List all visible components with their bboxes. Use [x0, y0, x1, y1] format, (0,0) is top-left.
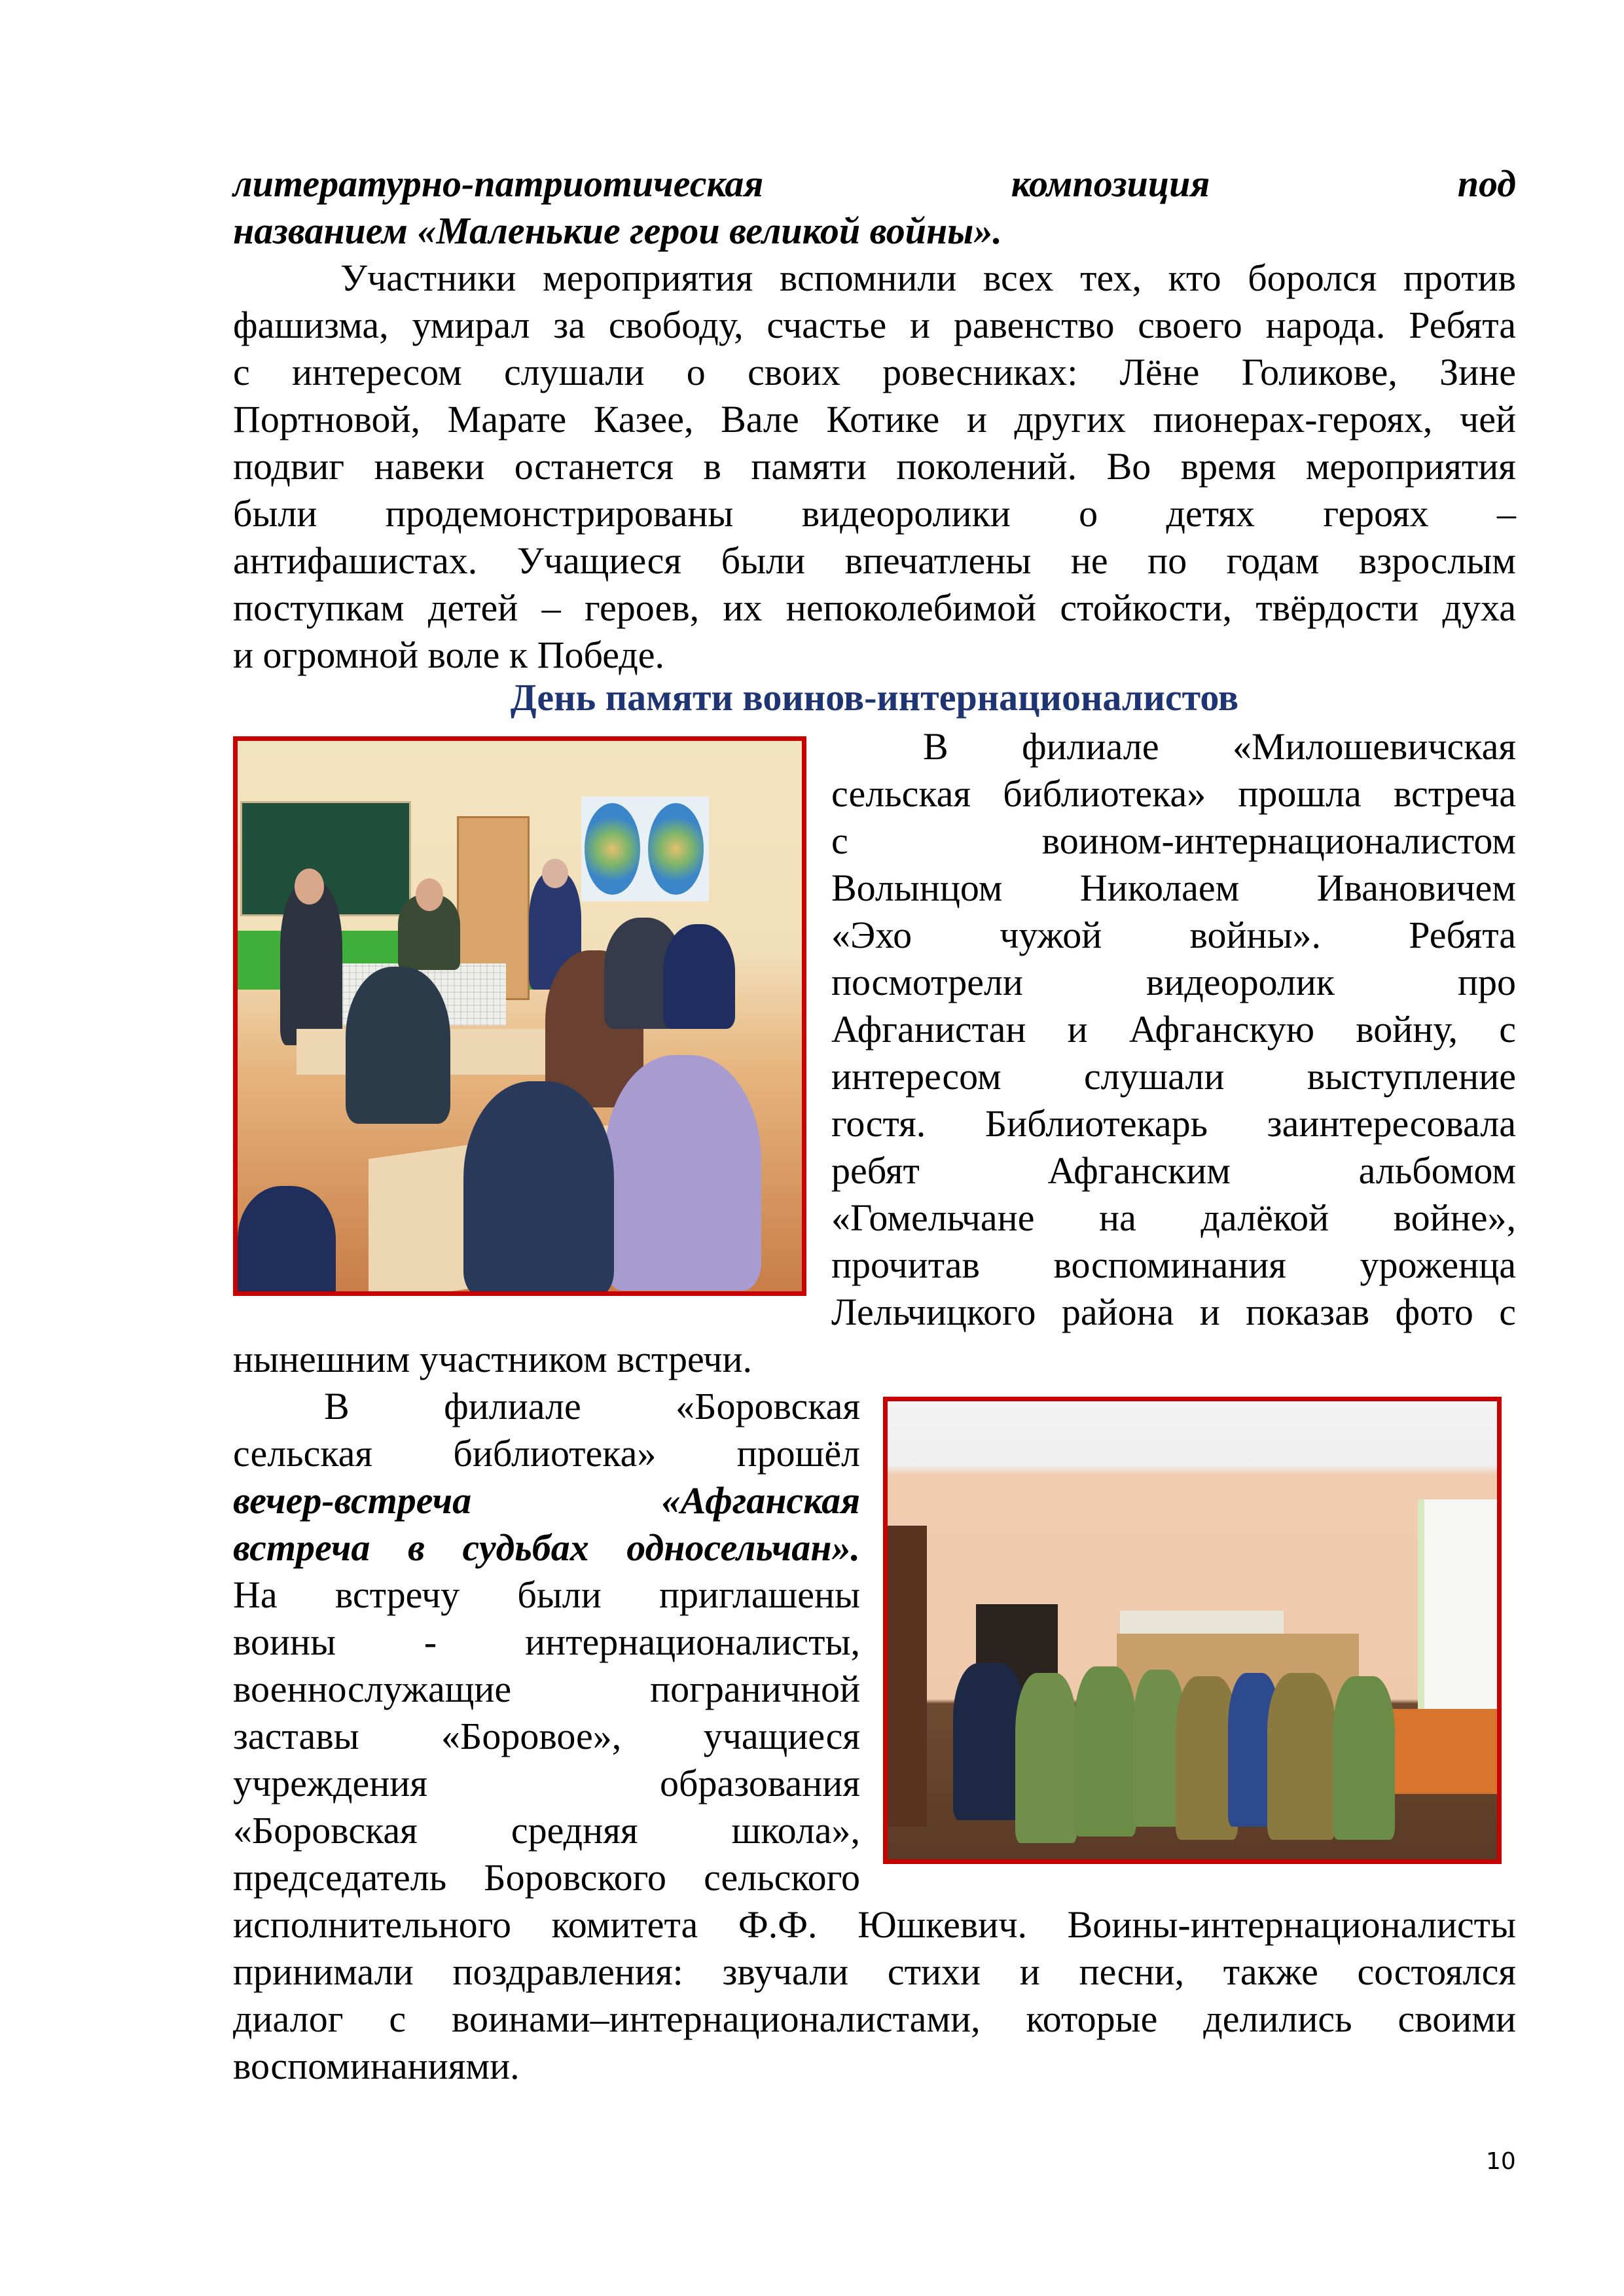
borov-line: военнослужащие пограничной	[233, 1668, 860, 1710]
milosh-line: В филиале «Милошевичская	[923, 725, 1516, 768]
milosh-line: гостя. Библиотекарь заинтересовала	[831, 1102, 1516, 1145]
borov-line: воины - интернационалисты,	[233, 1621, 860, 1663]
intro-line-2: названием «Маленькие герои великой войны».	[233, 209, 1002, 252]
paragraph-line: фашизма, умирал за свободу, счастье и равенство своего народа. Ребята	[233, 304, 1516, 346]
borov-event-title: вечер-встреча «Афганская	[233, 1479, 860, 1522]
final-line: исполнительного комитета Ф.Ф. Юшкевич. Воины-интернационалисты	[233, 1903, 1516, 1946]
group-photo	[883, 1397, 1502, 1864]
classroom-photo	[233, 736, 806, 1296]
borov-line: сельская библиотека» прошёл	[233, 1432, 860, 1475]
photo-detail-desk	[1385, 1709, 1502, 1794]
milosh-line: «Эхо чужой войны». Ребята	[831, 914, 1516, 956]
final-line: принимали поздравления: звучали стихи и песни, также состоялся	[233, 1950, 1516, 1993]
photo-person-head	[295, 869, 324, 905]
milosh-line: сельская библиотека» прошла встреча	[831, 772, 1516, 815]
intro-word: литературно-патриотическая	[233, 162, 764, 205]
photo-student	[604, 1055, 761, 1291]
photo-detail-map	[581, 797, 709, 901]
final-line: диалог с воинами–интернационалистами, которые делились своими	[233, 1998, 1516, 2040]
paragraph-line: и огромной воле к Победе.	[233, 634, 664, 676]
photo-person	[953, 1663, 1025, 1820]
milosh-line: Афганистан и Афганскую войну, с	[831, 1008, 1516, 1050]
photo-person	[1333, 1676, 1395, 1840]
milosh-line: с воином-интернационалистом	[831, 819, 1516, 862]
photo-person	[1074, 1666, 1136, 1837]
milosh-line: посмотрели видеоролик про	[831, 961, 1516, 1003]
photo-student	[663, 924, 735, 1029]
borov-line: В филиале «Боровская	[324, 1385, 860, 1427]
milosh-line: Волынцом Николаем Ивановичем	[831, 867, 1516, 909]
intro-line-1	[233, 160, 1516, 207]
page-number: 10	[1486, 2148, 1516, 2175]
paragraph-line: с интересом слушали о своих ровесниках: Лёне Голикове, Зине	[233, 351, 1516, 393]
borov-line: председатель Боровского сельского	[233, 1856, 860, 1899]
photo-student	[238, 1186, 336, 1296]
photo-detail-banner	[1120, 1611, 1284, 1636]
paragraph-line: поступкам детей – героев, их непоколебимой стойкости, твёрдости духа	[233, 586, 1516, 629]
paragraph-line: антифашистах. Учащиеся были впечатлены не по годам взрослым	[233, 539, 1516, 582]
section-heading: День памяти воинов-интернационалистов	[510, 676, 1239, 719]
photo-person	[1015, 1673, 1077, 1843]
paragraph-line: были продемонстрированы видеоролики о детях героях –	[233, 492, 1516, 535]
paragraph-line: Участники мероприятия вспомнили всех тех, кто боролся против	[340, 257, 1516, 299]
paragraph-line: Портновой, Марате Казее, Вале Котике и других пионерах-героях, чей	[233, 398, 1516, 440]
intro-word: под	[1457, 162, 1516, 205]
photo-detail-door	[888, 1526, 927, 1827]
borov-event-title: встреча в судьбах односельчан».	[233, 1526, 860, 1569]
milosh-line: прочитав воспоминания уроженца	[831, 1244, 1516, 1286]
paragraph-line: подвиг навеки останется в памяти поколений. Во время мероприятия	[233, 445, 1516, 488]
borov-line: «Боровская средняя школа»,	[233, 1809, 860, 1852]
photo-person-head	[416, 878, 443, 911]
intro-word: композиция	[1011, 162, 1210, 205]
milosh-line: Лельчицкого района и показав фото с	[831, 1291, 1516, 1333]
borov-line: заставы «Боровое», учащиеся	[233, 1715, 860, 1757]
milosh-line: «Гомельчане на далёкой войне»,	[831, 1196, 1516, 1239]
milosh-line: интересом слушали выступление	[831, 1055, 1516, 1098]
photo-person	[280, 882, 342, 1045]
photo-person-head	[542, 859, 568, 888]
milosh-line-last: нынешним участником встречи.	[233, 1338, 752, 1380]
milosh-line: ребят Афганским альбомом	[831, 1149, 1516, 1192]
photo-student	[463, 1081, 614, 1296]
borov-line: На встречу были приглашены	[233, 1573, 860, 1616]
photo-person	[1267, 1673, 1336, 1840]
final-line: воспоминаниями.	[233, 2045, 520, 2087]
photo-student	[346, 967, 450, 1124]
borov-line: учреждения образования	[233, 1762, 860, 1804]
